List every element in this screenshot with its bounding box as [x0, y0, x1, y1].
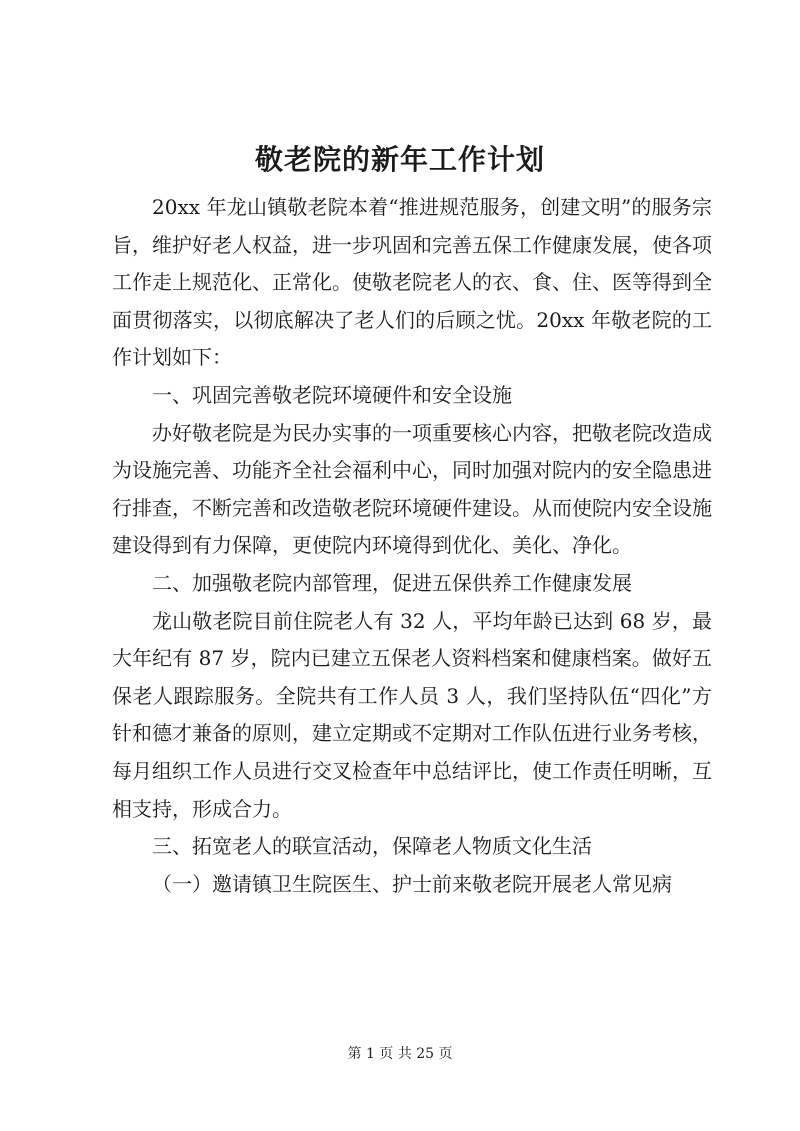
paragraph-section-2: 龙山敬老院目前住院老人有 32 人，平均年龄已达到 68 岁，最大年纪有 87 岁，院内已建立五保老人资料档案和健康档案。做好五保老人跟踪服务。全院共有工作人员 3 人，我们坚持队伍“四化”方针和德才兼备的原则，建立定期或不定期对工作队伍进行业务考核，每月组织工作人员进行交叉检查年中总结评比，使工作责任明晰，互相支持，形成合力。	[112, 608, 712, 821]
page-title: 敬老院的新年工作计划	[254, 143, 545, 176]
paragraph-intro: 20xx 年龙山镇敬老院本着“推进规范服务，创建文明”的服务宗旨，维护好老人权益，进一步巩固和完善五保工作健康发展，使各项工作走上规范化、正常化。使敬老院老人的衣、食、住、医等得到全面贯彻落实，以彻底解决了老人们的后顾之忧。20xx 年敬老院的工作计划如下：	[112, 195, 712, 370]
paragraph-section-3-item-1: （一）邀请镇卫生院医生、护士前来敬老院开展老人常见病	[152, 871, 672, 896]
section-heading-1: 一、巩固完善敬老院环境硬件和安全设施	[152, 382, 512, 407]
section-heading-3: 三、拓宽老人的联宣活动，保障老人物质文化生活	[152, 834, 592, 859]
page-indicator: 第 1 页 共 25 页	[347, 1046, 453, 1062]
paragraph-section-1: 办好敬老院是为民办实事的一项重要核心内容，把敬老院改造成为设施完善、功能齐全社会福利中心，同时加强对院内的安全隐患进行排查，不断完善和改造敬老院环境硬件建设。从而使院内安全设施建设得到有力保障，更使院内环境得到优化、美化、净化。	[112, 420, 712, 558]
document-body	[112, 189, 712, 903]
section-heading-2: 二、加强敬老院内部管理，促进五保供养工作健康发展	[152, 570, 632, 595]
